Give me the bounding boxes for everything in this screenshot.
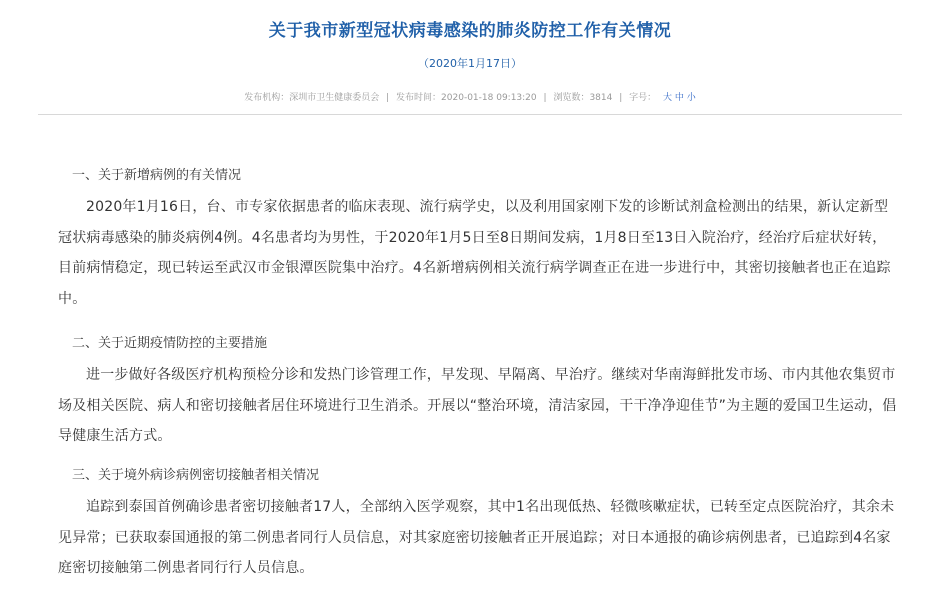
section-heading: 三、关于境外病诊病例密切接触者相关情况 — [72, 468, 320, 483]
article-meta — [0, 90, 940, 103]
meta-separator: | — [386, 93, 390, 103]
section-heading: 一、关于新增病例的有关情况 — [72, 168, 242, 183]
section-paragraph: 进一步做好各级医疗机构预检分诊和发热门诊管理工作，早发现、早隔离、早治疗。继续对华南海鲜批发市场、市内其他农集贸市场及相关医院、病人和密切接触者居住环境进行卫生消杀。开展以“整治环境，清洁家园，干干净净迎佳节”为主题的爱国卫生运动，倡导健康生活方式。 — [58, 367, 897, 444]
section-paragraph: 追踪到泰国首例确诊患者密切接触者17人，全部纳入医学观察，其中1名出现低热、轻微咳嗽症状，已转至定点医院治疗，其余未见异常；已获取泰国通报的第二例患者同行人员信息，对其家庭密切接触者正开展追踪；对日本通报的确诊病例患者，已追踪到4名家庭密切接触第二例患者同行行人员信息。 — [58, 499, 895, 576]
article-title: 关于我市新型冠状病毒感染的肺炎防控工作有关情况 — [268, 21, 672, 41]
meta-font-size-label: 字号： — [629, 93, 657, 103]
meta-views: 浏览数：3814 — [553, 93, 613, 103]
meta-source: 发布机构：深圳市卫生健康委员会 — [244, 93, 380, 103]
article-date: （2020年1月17日） — [418, 57, 522, 70]
section-heading: 二、关于近期疫情防控的主要措施 — [72, 336, 268, 351]
meta-separator: | — [619, 93, 623, 103]
meta-separator: | — [543, 93, 547, 103]
meta-time: 发布时间：2020-01-18 09:13:20 — [396, 93, 537, 103]
meta-divider — [38, 114, 902, 115]
font-size-options[interactable]: 大 中 小 — [663, 93, 696, 103]
section-paragraph: 2020年1月16日，台、市专家依据患者的临床表现、流行病学史，以及利用国家刚下发的诊断试剂盒检测出的结果，新认定新型冠状病毒感染的肺炎病例4例。4名患者均为男性，于2020年1月5日至8日期间发病，1月8日至13日入院治疗，经治疗后症状好转，目前病情稳定，现已转运至武汉市金银潭医院集中治疗。4名新增病例相关流行病学调查正在进一步进行中，其密切接触者也正在追踪中。 — [58, 199, 891, 307]
